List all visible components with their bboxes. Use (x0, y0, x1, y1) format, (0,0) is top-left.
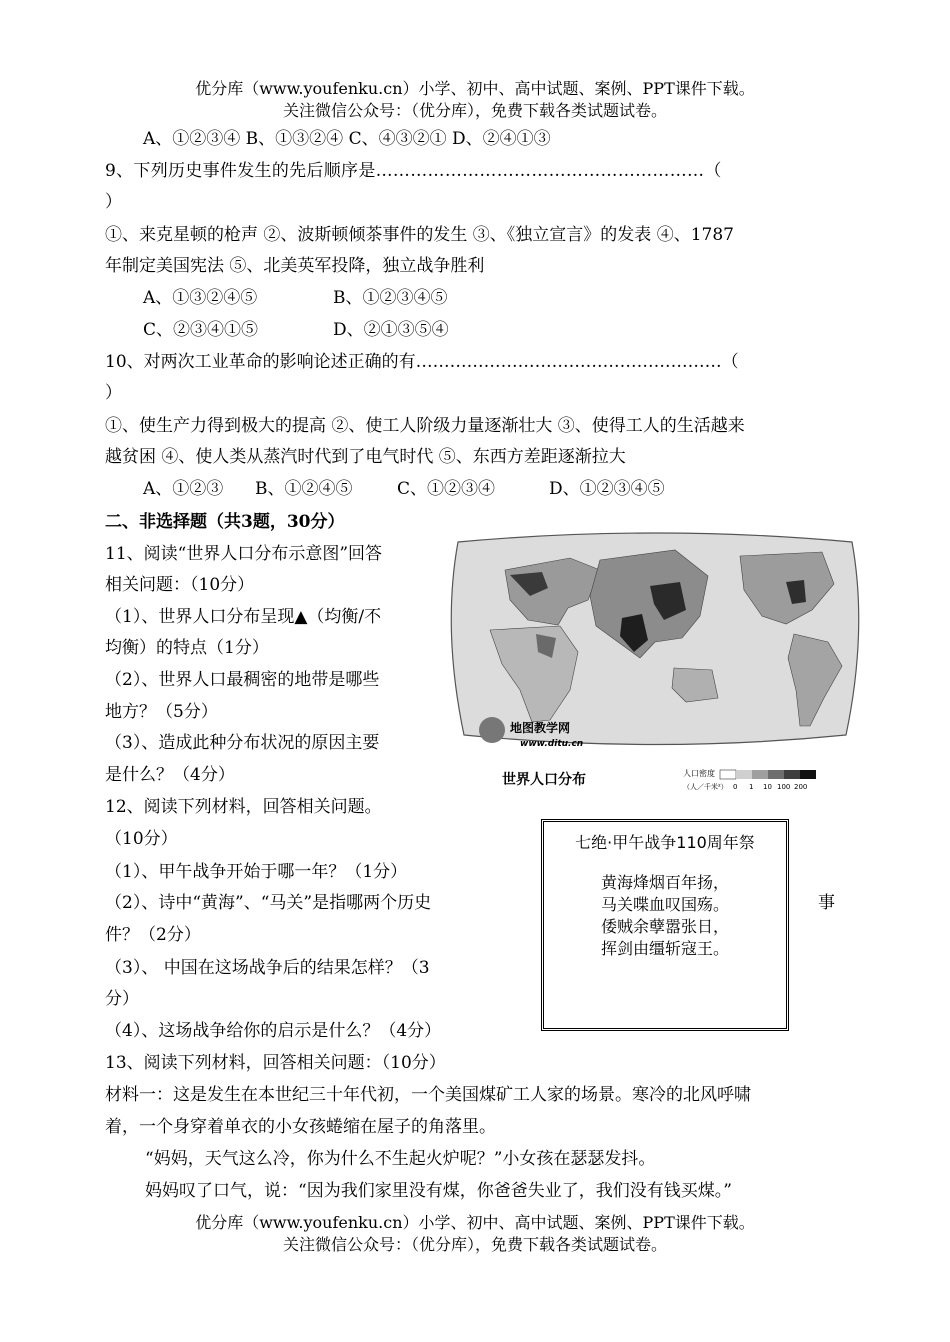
q13-line-3: 着，一个身穿着单衣的小女孩蜷缩在屋子的角落里。 (105, 1117, 496, 1137)
q10-option-a: A、①②③ (143, 479, 224, 499)
q9-paren: ） (105, 192, 122, 212)
legend-label: 人口密度 (683, 769, 715, 778)
legend-swatch-0 (720, 770, 736, 779)
q13-line-4: “妈妈，天气这么冷，你为什么不生起火炉呢？”小女孩在瑟瑟发抖。 (145, 1149, 656, 1169)
q12-line-6: （3）、 中国在这场战争后的结果怎样？（3 (105, 958, 430, 978)
q9-option-c: C、②③④①⑤ (143, 320, 259, 340)
legend-tick-4: 200 (794, 783, 808, 791)
poem-line-1: 黄海烽烟百年扬， (600, 873, 729, 892)
q13-line-1: 13、阅读下列材料，回答相关问题：（10分） (105, 1053, 446, 1073)
q12-line-7: 分） (105, 989, 139, 1009)
world-population-map (450, 530, 860, 792)
q10-paren: ） (105, 383, 122, 403)
footer-line-1: 优分库（www.youfenku.cn）小学、初中、高中试题、案例、PPT课件下载。 (195, 1213, 755, 1232)
poem-line-2: 马关喋血叹国殇。 (600, 895, 729, 914)
poem-lines (544, 872, 786, 960)
poem-box (541, 819, 789, 1031)
legend-tick-3: 100 (777, 783, 791, 791)
q12-line-8: （4）、这场战争给你的启示是什么？（4分） (105, 1021, 442, 1041)
q11-line-5: （2）、世界人口最稠密的地带是哪些 (105, 670, 380, 690)
ditu-logo-icon (479, 717, 505, 743)
legend-swatch-5 (800, 770, 816, 779)
q10-items-line-1: ①、使生产力得到极大的提高 ②、使工人阶级力量逐渐壮大 ③、使得工人的生活越来 (105, 416, 745, 436)
q12-line-5: 件？（2分） (105, 925, 201, 945)
legend-unit: （人／千米²） (683, 783, 728, 791)
q9-stem: 9、下列历史事件发生的先后顺序是…………………………………………………（ (105, 161, 722, 181)
q9-option-b: B、①②③④⑤ (333, 288, 448, 308)
q9-option-a: A、①③②④⑤ (143, 288, 258, 308)
q12-line-4: （2）、诗中“黄海”、“马关”是指哪两个历史 (105, 893, 432, 913)
header-line-1: 优分库（www.youfenku.cn）小学、初中、高中试题、案例、PPT课件下载。 (195, 79, 755, 98)
q11-line-3: （1）、世界人口分布呈现▲（均衡/不 (105, 607, 382, 627)
legend-tick-2: 10 (763, 783, 772, 791)
map-logo-url: www.ditu.cn (520, 739, 584, 749)
legend-tick-0: 0 (733, 783, 738, 791)
q11-line-4: 均衡）的特点（1分） (105, 638, 269, 658)
q11-line-2: 相关问题：（10分） (105, 575, 255, 595)
q10-items-line-2: 越贫困 ④、使人类从蒸汽时代到了电气时代 ⑤、东西方差距逐渐拉大 (105, 447, 626, 467)
poem-line-4: 挥剑由缰斩寇王。 (600, 939, 729, 958)
q11-line-6: 地方？（5分） (105, 702, 218, 722)
q11-line-7: （3）、造成此种分布状况的原因主要 (105, 733, 380, 753)
q10-option-d: D、①②③④⑤ (549, 479, 665, 499)
q12-line-4-end: 事 (818, 893, 835, 913)
q12-line-3: （1）、甲午战争开始于哪一年？（1分） (105, 862, 408, 882)
section-2-title: 二、非选择题（共3题，30分） (105, 512, 345, 532)
legend-tick-1: 1 (749, 783, 754, 791)
q9-items-line-1: ①、来克星顿的枪声 ②、波斯顿倾茶事件的发生 ③、《独立宣言》的发表 ④、1787 (105, 225, 734, 245)
world-map-graphic (450, 530, 860, 792)
map-title: 世界人口分布 (502, 772, 586, 788)
q11-line-8: 是什么？（4分） (105, 765, 235, 785)
q12-line-2: （10分） (105, 829, 178, 849)
q12-line-1: 12、阅读下列材料，回答相关问题。 (105, 797, 382, 817)
q10-option-b: B、①②④⑤ (255, 479, 353, 499)
legend-swatch-1 (736, 770, 752, 779)
legend-swatch-3 (768, 770, 784, 779)
q11-line-1: 11、阅读“世界人口分布示意图”回答 (105, 544, 383, 564)
q8-options: A、①②③④ B、①③②④ C、④③②① D、②④①③ (143, 129, 551, 149)
q13-line-5: 妈妈叹了口气，说：“因为我们家里没有煤，你爸爸失业了，我们没有钱买煤。” (145, 1181, 732, 1201)
q10-stem: 10、对两次工业革命的影响论述正确的有………………………………………………（ (105, 352, 739, 372)
header-line-2: 关注微信公众号：（优分库），免费下载各类试题试卷。 (282, 101, 667, 120)
footer-line-2: 关注微信公众号：（优分库），免费下载各类试题试卷。 (282, 1235, 667, 1254)
poem-title: 七绝·甲午战争110周年祭 (575, 833, 755, 852)
q9-option-d: D、②①③⑤④ (333, 320, 449, 340)
q10-option-c: C、①②③④ (397, 479, 496, 499)
poem-line-3: 倭贼余孽嚣张日， (600, 917, 729, 936)
q9-items-line-2: 年制定美国宪法 ⑤、北美英军投降，独立战争胜利 (105, 256, 485, 276)
map-logo-text: 地图教学网 (510, 721, 571, 735)
legend-swatch-2 (752, 770, 768, 779)
q13-line-2: 材料一：这是发生在本世纪三十年代初，一个美国煤矿工人家的场景。寒冷的北风呼啸 (105, 1085, 751, 1105)
legend-swatch-4 (784, 770, 800, 779)
